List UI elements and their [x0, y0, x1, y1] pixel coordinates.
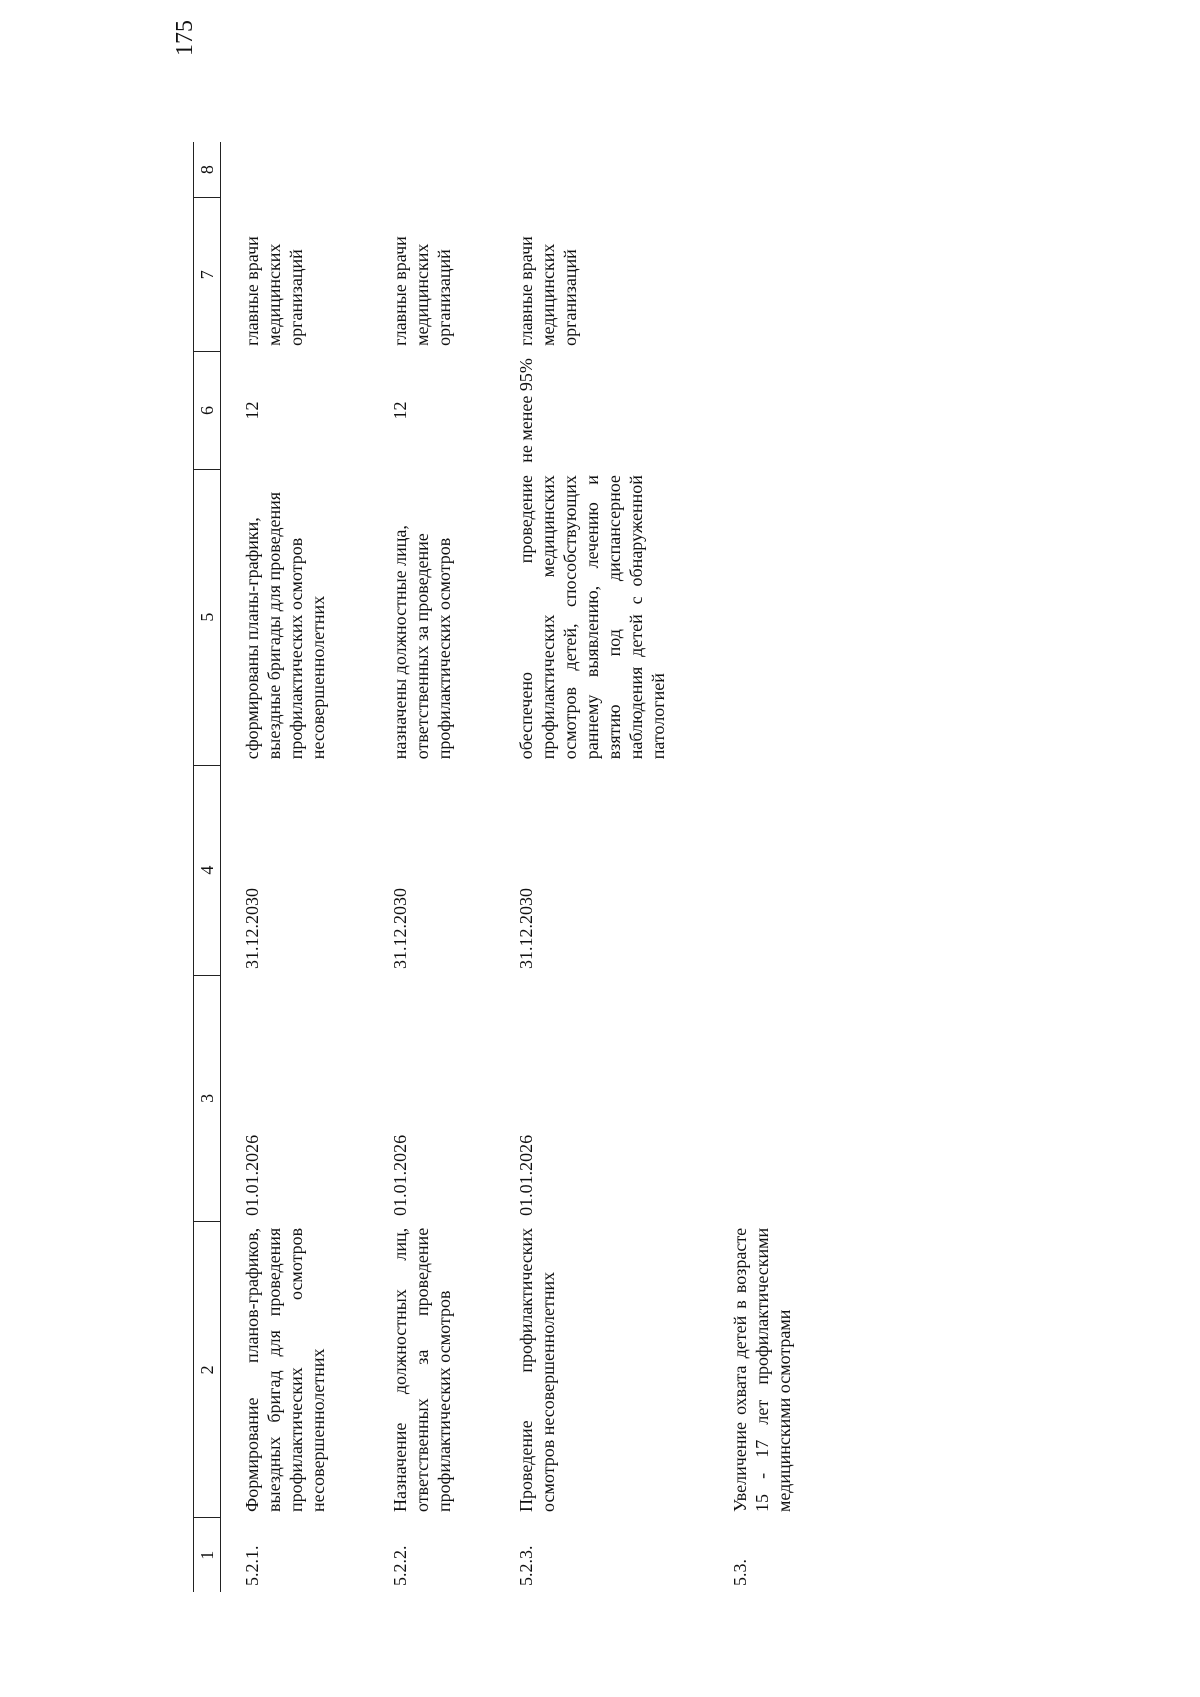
column-header-8: 8	[194, 142, 221, 198]
cell-note	[709, 142, 835, 198]
cell-start-date: 01.01.2026	[390, 1134, 410, 1216]
cell-note	[221, 142, 370, 198]
column-header-1: 1	[194, 1518, 221, 1592]
cell-responsible: главные врачи медицинских организаций	[242, 236, 306, 346]
cell-number: 5.3.	[730, 1559, 750, 1586]
cell-result	[709, 469, 835, 765]
column-header-7: 7	[194, 198, 221, 352]
cell-result: обеспечено проведение профилактических медицинских осмотров детей, способствующих раннему выявлению, лечению и взятию под диспансерное наблюдения детей с обнаруженной патологией	[516, 475, 668, 760]
cell-note	[369, 142, 495, 198]
cell-number: 5.2.1.	[242, 1545, 262, 1586]
cell-responsible: главные врачи медицинских организаций	[390, 236, 454, 346]
cell-end-date: 31.12.2030	[390, 888, 410, 970]
column-header-2: 2	[194, 1222, 221, 1518]
cell-start-date	[709, 975, 835, 1222]
cell-measure-name: Проведение профилактических осмотров несовершеннолетних	[516, 1227, 558, 1512]
column-header-6: 6	[194, 352, 221, 469]
cell-end-date	[709, 765, 835, 975]
cell-measure-name: Формирование планов-графиков, выездных бригад для проведения профилактических осмотров несовершеннолетних	[242, 1227, 328, 1512]
cell-start-date: 01.01.2026	[516, 1134, 536, 1216]
cell-number: 5.2.3.	[516, 1545, 536, 1586]
cell-end-date: 31.12.2030	[242, 888, 262, 970]
table-row	[709, 142, 835, 1592]
cell-end-date: 31.12.2030	[516, 888, 536, 970]
cell-measure-name: Увеличение охвата детей в возрасте 15 - 17 лет профилактическими медицинскими осмотрами	[730, 1227, 794, 1512]
table-row	[495, 142, 709, 1592]
cell-result: назначены должностные лица, ответственных за проведение профилактических осмотров	[390, 525, 454, 760]
measures-table	[193, 142, 835, 1592]
cell-result: сформированы планы-графики, выездные бригады для проведения профилактических осмотров несовершеннолетних	[242, 491, 328, 760]
table-header	[194, 142, 221, 1592]
cell-indicator: 12	[242, 401, 262, 420]
cell-responsible	[709, 198, 835, 352]
cell-number: 5.2.2.	[390, 1545, 410, 1586]
page-number: 175	[172, 20, 198, 56]
cell-measure-name: Назначение должностных лиц, ответственных за проведение профилактических осмотров	[390, 1227, 454, 1512]
cell-indicator	[709, 352, 835, 469]
column-header-4: 4	[194, 765, 221, 975]
table-row	[221, 142, 370, 1592]
column-header-3: 3	[194, 975, 221, 1222]
cell-indicator: не менее 95%	[516, 358, 536, 463]
cell-note	[495, 142, 709, 198]
table-row	[369, 142, 495, 1592]
header-row	[194, 142, 221, 1592]
cell-responsible: главные врачи медицинских организаций	[516, 236, 580, 346]
document-table-container	[193, 142, 1200, 1592]
cell-indicator: 12	[390, 401, 410, 420]
column-header-5: 5	[194, 469, 221, 765]
table-body	[221, 142, 836, 1592]
cell-start-date: 01.01.2026	[242, 1134, 262, 1216]
